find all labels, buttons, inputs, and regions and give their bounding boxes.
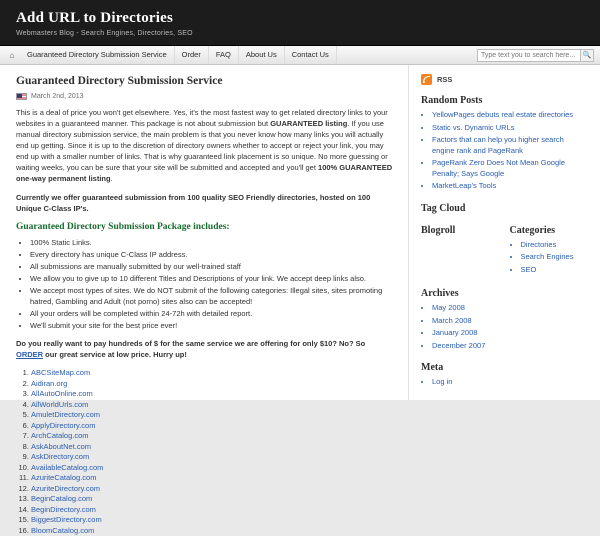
meta-block <box>421 362 588 388</box>
directory-link[interactable]: AskDirectory.com <box>31 452 89 461</box>
category-link[interactable]: SEO <box>521 265 537 274</box>
directory-link[interactable]: Aidiran.org <box>31 379 67 388</box>
random-posts-list <box>421 110 588 192</box>
archives-block <box>421 288 588 351</box>
categories-list <box>510 240 589 276</box>
directory-link[interactable]: BeginDirectory.com <box>31 505 96 514</box>
search-area <box>477 49 594 62</box>
nav-item-faq[interactable]: FAQ <box>209 46 239 64</box>
cta-paragraph <box>16 338 394 360</box>
list-item[interactable] <box>31 505 394 516</box>
category-link[interactable]: Directories <box>521 240 557 249</box>
list-item[interactable] <box>31 421 394 432</box>
rss-label: RSS <box>437 75 452 84</box>
list-item: • Every directory has unique C-Class IP address. <box>30 249 394 260</box>
random-post-link[interactable]: Static vs. Dynamic URLs <box>432 123 515 132</box>
intro-text-part2: . If you use manual directory submission service, the main problem is that you never know how many links you will actually end up getting. Since it is up to the discretion of directory owners whether to accept or reject your link, you may end up with a smaller number of links. That is why guaranteed link placement is so unique. No more guessing or waiting weeks, you can be sure that your site will be submitted and accepted and you'll get <box>16 119 388 172</box>
list-item[interactable] <box>432 377 588 388</box>
login-link[interactable]: Log in <box>432 377 452 386</box>
nav-item-about-us[interactable]: About Us <box>239 46 285 64</box>
list-item: • We allow you to give up to 10 different Titles and Descriptions of your link. We accept deep links also. <box>30 273 394 284</box>
list-item[interactable] <box>432 123 588 134</box>
directory-link[interactable]: AmuletDirectory.com <box>31 410 100 419</box>
directory-link[interactable]: ArchCatalog.com <box>31 431 89 440</box>
archive-link[interactable]: May 2008 <box>432 303 465 312</box>
package-heading: Guaranteed Directory Submission Package includes: <box>16 222 394 232</box>
rss-icon <box>421 74 432 85</box>
list-item: • We'll submit your site for the best price ever! <box>30 320 394 331</box>
list-item[interactable] <box>432 135 588 156</box>
directory-link[interactable]: ABCSiteMap.com <box>31 368 90 377</box>
intro-text-part1: This is a deal of price you won't get elsewhere. Yes, it's the most fastest way to get related directory links to your websites in a guaranteed manner. This package is not about submission but <box>16 108 388 128</box>
list-item[interactable] <box>432 303 588 314</box>
list-item[interactable] <box>31 379 394 390</box>
blogroll-block <box>421 225 500 278</box>
feature-list <box>16 237 394 331</box>
random-post-link[interactable]: YellowPages debuts real estate directories <box>432 110 573 119</box>
nav-item-contact-us[interactable]: Contact Us <box>285 46 337 64</box>
directory-link[interactable]: AzuriteDirectory.com <box>31 484 100 493</box>
post-meta <box>16 93 394 100</box>
site-title: Add URL to Directories <box>16 10 600 27</box>
list-item[interactable] <box>31 473 394 484</box>
list-item[interactable] <box>432 181 588 192</box>
meta-list <box>421 377 588 388</box>
list-item[interactable] <box>31 515 394 526</box>
directory-link[interactable]: ApplyDirectory.com <box>31 421 95 430</box>
directory-link[interactable]: AllAutoOnline.com <box>31 389 93 398</box>
rss-row[interactable] <box>421 74 588 85</box>
directory-link[interactable]: AllWorldUrls.com <box>31 400 88 409</box>
random-posts-block <box>421 95 588 192</box>
list-item[interactable] <box>432 158 588 179</box>
meta-heading: Meta <box>421 362 588 373</box>
list-item[interactable] <box>521 252 589 263</box>
list-item[interactable] <box>31 526 394 536</box>
directory-link[interactable]: AzuriteCatalog.com <box>31 473 96 482</box>
blogroll-heading: Blogroll <box>421 225 500 236</box>
list-item: • 100% Static Links. <box>30 237 394 248</box>
list-item: • All submissions are manually submitted by our well-trained staff <box>30 261 394 272</box>
list-item[interactable] <box>432 341 588 352</box>
list-item[interactable] <box>31 494 394 505</box>
intro-text-bold1: GUARANTEED listing <box>270 119 347 128</box>
random-post-link[interactable]: Factors that can help you higher search engine rank and PageRank <box>432 135 564 155</box>
archives-list <box>421 303 588 351</box>
list-item[interactable] <box>432 110 588 121</box>
list-item[interactable] <box>31 463 394 474</box>
list-item: • All your orders will be completed within 24-72h with detailed report. <box>30 308 394 319</box>
search-icon[interactable]: 🔍 <box>581 49 594 62</box>
search-input[interactable] <box>477 49 581 62</box>
list-item[interactable] <box>31 484 394 495</box>
order-link[interactable]: ORDER <box>16 350 43 359</box>
content-wrapper <box>0 65 600 400</box>
list-item[interactable] <box>31 410 394 421</box>
blogroll-categories-row <box>421 225 588 278</box>
sidebar <box>408 65 600 400</box>
intro-text-bold2: 100% GUARANTEED one-way permanent listing <box>16 163 392 183</box>
list-item[interactable] <box>521 240 589 251</box>
archives-heading: Archives <box>421 288 588 299</box>
list-item[interactable] <box>31 389 394 400</box>
tag-cloud-block <box>421 203 588 214</box>
list-item[interactable] <box>31 400 394 411</box>
random-post-link[interactable]: MarketLeap's Tools <box>432 181 496 190</box>
directory-link[interactable]: BloomCatalog.com <box>31 526 94 535</box>
directory-link[interactable]: BeginCatalog.com <box>31 494 92 503</box>
list-item[interactable] <box>31 431 394 442</box>
directory-link[interactable]: AskAboutNet.com <box>31 442 91 451</box>
category-link[interactable]: Search Engines <box>521 252 574 261</box>
availability-paragraph: Currently we offer guaranteed submission from 100 quality SEO Friendly directories, hosted on 100 Unique C-Class IP's. <box>16 192 394 214</box>
home-icon[interactable]: ⌂ <box>4 51 20 60</box>
site-header <box>0 0 600 46</box>
intro-text-end: . <box>111 174 113 183</box>
nav-item-order[interactable]: Order <box>175 46 209 64</box>
cta-text-pre: Do you really want to pay hundreds of $ for the same service we are offering for only $10? No? So <box>16 339 365 348</box>
random-post-link[interactable]: PageRank Zero Does Not Mean Google Penalty; Says Google <box>432 158 565 178</box>
intro-paragraph <box>16 107 394 184</box>
list-item[interactable] <box>432 316 588 327</box>
list-item[interactable] <box>521 265 589 276</box>
site-description: Webmasters Blog - Search Engines, Directories, SEO <box>16 30 600 37</box>
list-item[interactable] <box>31 368 394 379</box>
archive-link[interactable]: December 2007 <box>432 341 485 350</box>
cta-text-post: our great service at low price. Hurry up! <box>43 350 187 359</box>
nav-item-guaranteed-directory-submission-service[interactable]: Guaranteed Directory Submission Service <box>20 46 175 64</box>
random-posts-heading: Random Posts <box>421 95 588 106</box>
archive-link[interactable]: March 2008 <box>432 316 472 325</box>
categories-heading: Categories <box>510 225 589 236</box>
directory-list <box>16 368 394 536</box>
us-flag-icon <box>16 93 27 100</box>
main-navigation <box>0 46 600 65</box>
directory-link[interactable]: BiggestDirectory.com <box>31 515 102 524</box>
page-title: Guaranteed Directory Submission Service <box>16 75 394 87</box>
tag-cloud-heading: Tag Cloud <box>421 203 588 214</box>
categories-block <box>510 225 589 278</box>
post-date: March 2nd, 2013 <box>31 93 84 100</box>
list-item[interactable] <box>31 442 394 453</box>
list-item[interactable] <box>31 452 394 463</box>
main-column <box>0 65 408 400</box>
list-item: • We accept most types of sites. We do NOT submit of the following categories: Illegal sites, sites promoting hatred, Gambling and Adult (not porno) sites also can be accepted! <box>30 285 394 307</box>
list-item[interactable] <box>432 328 588 339</box>
directory-link[interactable]: AvailableCatalog.com <box>31 463 103 472</box>
archive-link[interactable]: January 2008 <box>432 328 477 337</box>
